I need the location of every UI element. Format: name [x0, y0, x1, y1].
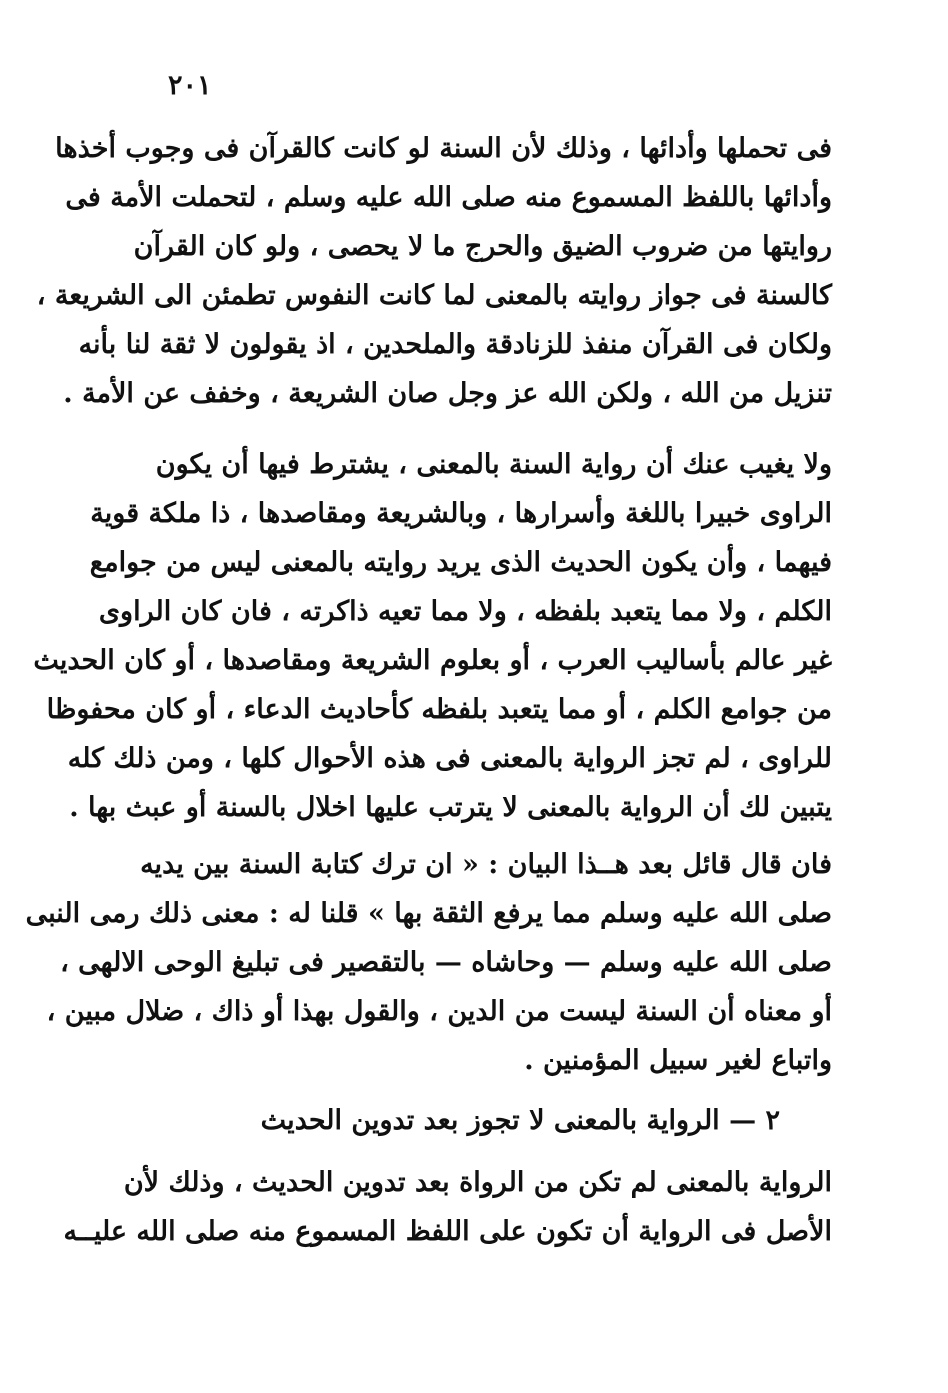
- paragraph-1: [36, 124, 832, 418]
- paragraph-4: [63, 1158, 832, 1256]
- paragraph-line: الأصل فى الرواية أن تكون على اللفظ المسموع منه صلى الله عليــه: [63, 1216, 832, 1247]
- paragraph-line: واتباع لغير سبيل المؤمنين .: [524, 1045, 832, 1076]
- paragraph-3: [25, 840, 832, 1085]
- paragraph-line: غير عالم بأساليب العرب ، أو بعلوم الشريعة ومقاصدها ، أو كان الحديث: [33, 645, 832, 676]
- paragraph-line: كالسنة فى جواز روايته بالمعنى لما كانت النفوس تطمئن الى الشريعة ،: [36, 280, 832, 311]
- paragraph-line: تنزيل من الله ، ولكن الله عز وجل صان الشريعة ، وخفف عن الأمة .: [63, 378, 832, 409]
- paragraph-line: فى تحملها وأدائها ، وذلك لأن السنة لو كانت كالقرآن فى وجوب أخذها: [55, 133, 832, 164]
- paragraph-line: روايتها من ضروب الضيق والحرج ما لا يحصى ، ولو كان القرآن: [133, 231, 832, 262]
- paragraph-line: ولا يغيب عنك أن رواية السنة بالمعنى ، يشترط فيها أن يكون: [155, 449, 832, 480]
- section-heading: ٢ — الرواية بالمعنى لا تجوز بعد تدوين الحديث: [260, 1105, 780, 1136]
- page-number: ٢٠١: [168, 70, 212, 101]
- paragraph-line: للراوى ، لم تجز الرواية بالمعنى فى هذه الأحوال كلها ، ومن ذلك كله: [67, 743, 832, 774]
- paragraph-line: صلى الله عليه وسلم مما يرفع الثقة بها » قلنا له : معنى ذلك رمى النبى: [25, 898, 832, 929]
- paragraph-line: الرواية بالمعنى لم تكن من الرواة بعد تدوين الحديث ، وذلك لأن: [123, 1167, 832, 1198]
- paragraph-line: فيهما ، وأن يكون الحديث الذى يريد روايته بالمعنى ليس من جوامع: [89, 547, 832, 578]
- paragraph-line: يتبين لك أن الرواية بالمعنى لا يترتب عليها اخلال بالسنة أو عبث بها .: [69, 792, 832, 823]
- paragraph-line: الراوى خبيرا باللغة وأسرارها ، وبالشريعة ومقاصدها ، ذا ملكة قوية: [90, 498, 832, 529]
- paragraph-line: وأدائها باللفظ المسموع منه صلى الله عليه وسلم ، لتحملت الأمة فى: [65, 182, 832, 213]
- paragraph-2: [33, 440, 832, 832]
- paragraph-line: ولكان فى القرآن منفذ للزنادقة والملحدين ، اذ يقولون لا ثقة لنا بأنه: [78, 329, 832, 360]
- paragraph-line: فان قال قائل بعد هــذا البيان : « ان ترك كتابة السنة بين يديه: [140, 849, 832, 880]
- paragraph-line: من جوامع الكلم ، أو مما يتعبد بلفظه كأحاديث الدعاء ، أو كان محفوظا: [46, 694, 832, 725]
- paragraph-line: صلى الله عليه وسلم — وحاشاه — بالتقصير فى تبليغ الوحى الالهى ،: [60, 947, 832, 978]
- paragraph-line: الكلم ، ولا مما يتعبد بلفظه ، ولا مما تعيه ذاكرته ، فان كان الراوى: [98, 596, 832, 627]
- paragraph-line: أو معناه أن السنة ليست من الدين ، والقول بهذا أو ذاك ، ضلال مبين ،: [46, 996, 832, 1027]
